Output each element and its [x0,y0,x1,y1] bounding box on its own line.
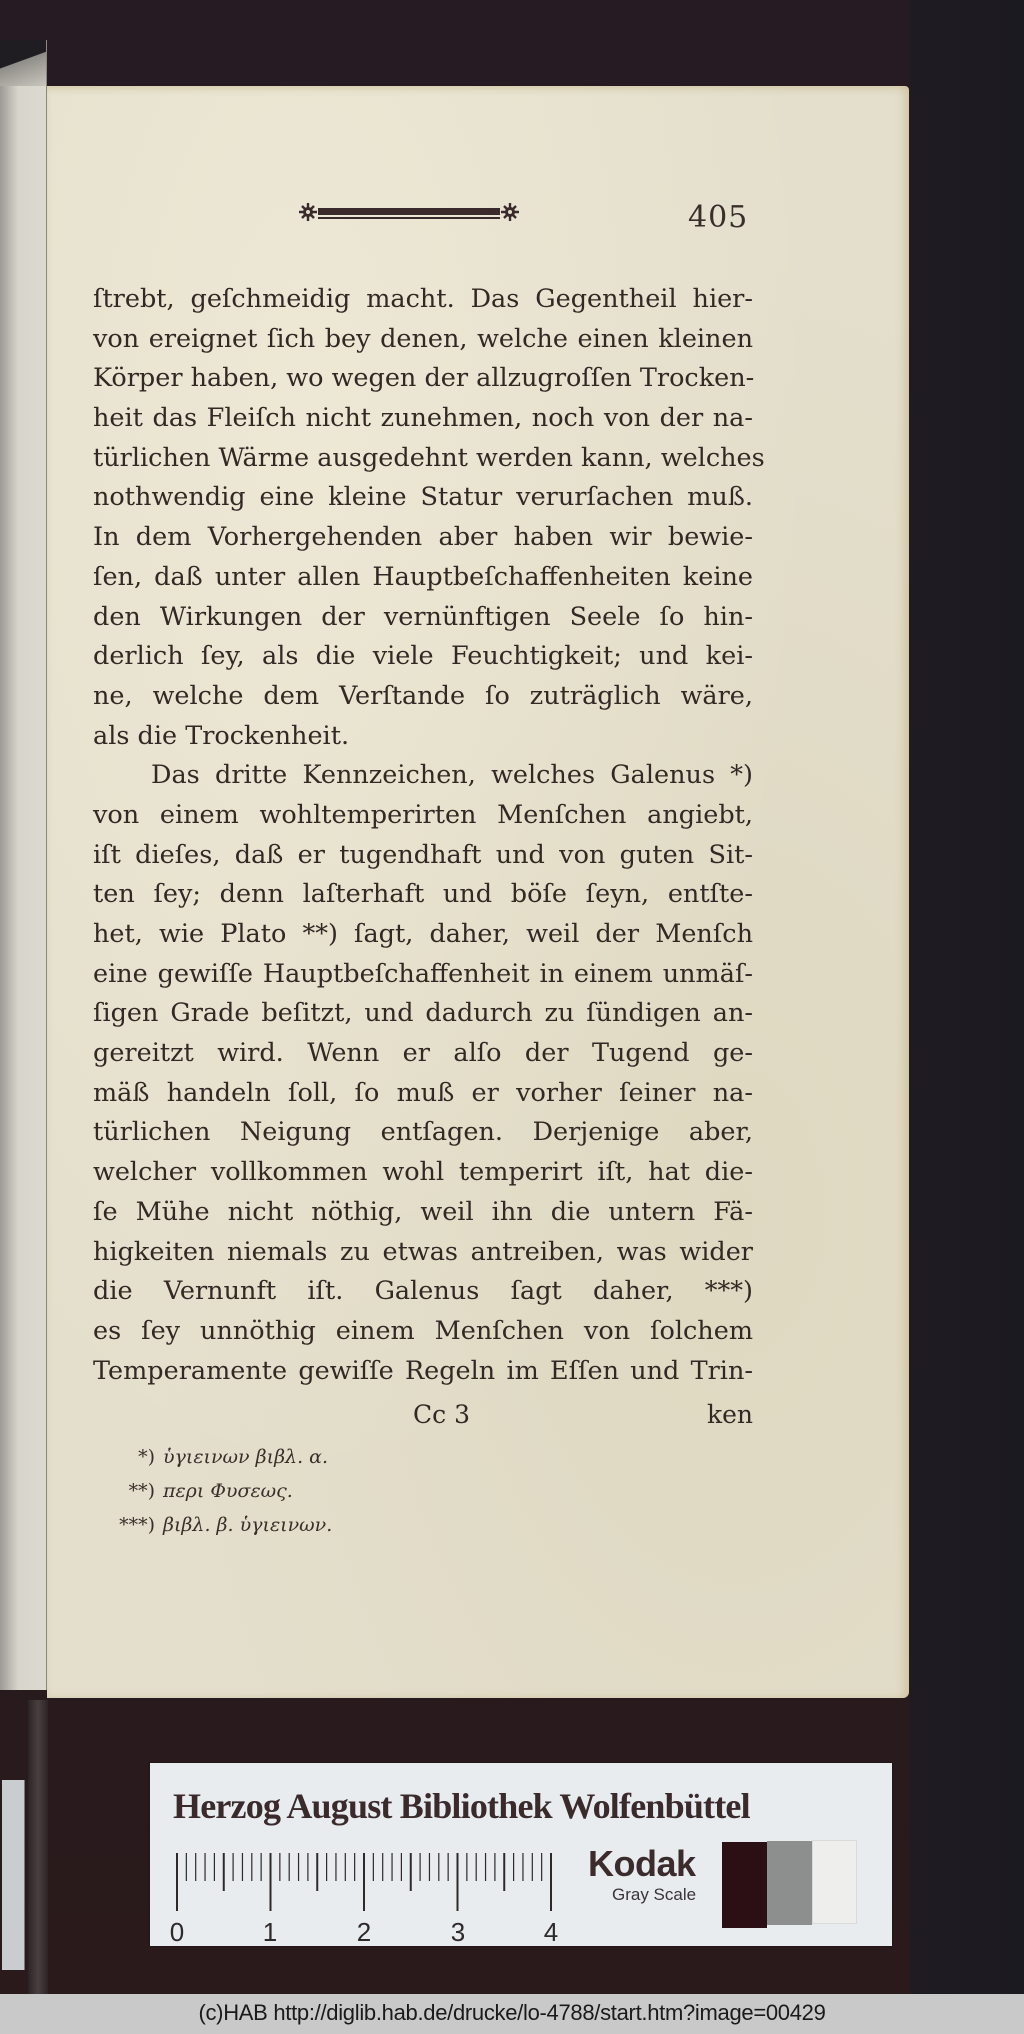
footnote-mark: *) [138,1446,155,1468]
footnote-text: ὑγιεινων βιβλ. α. [163,1446,329,1468]
kodak-logo: Kodak [588,1843,696,1884]
text-line: von ereignet ſich bey denen, welche einen kleinen [93,323,753,354]
text-line: Temperamente gewiſſe Regeln im Eſſen und Trin- [93,1355,753,1386]
text-line: die Vernunft iſt. Galenus ſagt daher, ***) [93,1276,753,1307]
text-line: als die Trockenheit. [93,720,350,751]
footnote-text: βιβλ. β. ὑγιεινων. [163,1514,333,1536]
text-line: es ſey unnöthig einem Menſchen von ſolchem [93,1315,753,1346]
cm-ruler [169,1851,562,1947]
text-line: ſigen Grade beſitzt, und dadurch zu ſündigen an- [93,998,753,1029]
gray-chip-mid [767,1841,812,1925]
footnote [93,1508,332,1542]
ruler-label: 2 [356,1917,372,1947]
text-line: Das dritte Kennzeichen, welches Galenus *) [151,760,753,791]
text-line: higkeiten niemals zu etwas antreiben, was wider [93,1236,753,1267]
book-spine-edge [28,1700,48,1994]
text-line: derlich ſey, als die viele Feuchtigkeit; und kei- [93,641,753,672]
signature-line [93,1400,753,1438]
text-line: gereitzt wird. Wenn er alſo der Tugend ge- [93,1038,753,1069]
footnote-text: περι Φυσεως. [163,1480,293,1502]
text-line: von einem wohltemperirten Menſchen angiebt, [93,799,753,830]
library-name: Herzog August Bibliothek Wolfenbüttel [173,1786,750,1826]
page-number: 405 [688,200,749,235]
text-line: heit das Fleiſch nicht zunehmen, noch von der na- [93,403,753,434]
text-line: eine gewiſſe Hauptbeſchaffenheit in einem unmäſ- [93,958,753,989]
ruler-label: 1 [262,1917,278,1947]
footer-band [0,1994,1024,2034]
text-line: Körper haben, wo wegen der allzugroſſen Trocken- [93,363,755,394]
text-line: türlichen Neigung entſagen. Derjenige aber, [93,1117,753,1148]
footnote [93,1440,332,1474]
text-line: In dem Vorhergehenden aber haben wir bewie- [93,522,753,553]
body-text [93,280,765,1391]
text-line: ſen, daß unter allen Hauptbeſchaffenheiten keine [93,561,753,592]
footnote-mark: **) [128,1480,155,1502]
ornament-rule-icon [298,202,520,224]
gray-chip-dark [722,1842,767,1928]
scan-background-right [910,0,1024,1994]
text-line: ſtrebt, geſchmeidig macht. Das Gegentheil hier- [93,284,753,314]
ruler-label: 4 [543,1917,559,1947]
copyright-url: (c)HAB http://diglib.hab.de/drucke/lo-4788/start.htm?image=00429 [198,2000,826,2025]
catchword: ken [706,1400,753,1429]
text-line: ſe Mühe nicht nöthig, weil ihn die untern Fä- [93,1196,753,1227]
gray-chip-white [812,1840,857,1924]
grayscale-label: Gray Scale [612,1885,697,1904]
footnote-mark: ***) [119,1514,155,1536]
text-line: den Wirkungen der vernünftigen Seele ſo hin- [93,601,753,632]
previous-page-corner [0,40,46,86]
footnotes [93,1440,332,1542]
signature-mark: Cc 3 [413,1400,470,1429]
text-line: türlichen Wärme ausgedehnt werden kann, welches [93,442,765,473]
text-line: ten ſey; denn laſterhaft und böſe ſeyn, entſte- [93,879,753,910]
text-line: ne, welche dem Verſtande ſo zuträglich wäre, [93,680,753,711]
color-target-card [150,1763,892,1946]
ruler-ticks-icon [172,1851,562,1921]
footnote [93,1474,332,1508]
ruler-label: 3 [450,1917,466,1947]
text-line: mäß handeln ſoll, ſo muß er vorher ſeiner na- [93,1077,753,1108]
text-line: nothwendig eine kleine Statur verurſachen muß. [93,482,753,513]
text-line: iſt dieſes, daß er tugendhaft und von guten Sit- [93,839,753,870]
text-line: welcher vollkommen wohl temperirt iſt, hat die- [93,1157,753,1188]
ruler-label: 0 [169,1917,185,1947]
shelf-label-edge [2,1780,25,1970]
previous-page-edge [0,40,47,1690]
text-line: het, wie Plato **) ſagt, daher, weil der Menſch [93,919,753,949]
